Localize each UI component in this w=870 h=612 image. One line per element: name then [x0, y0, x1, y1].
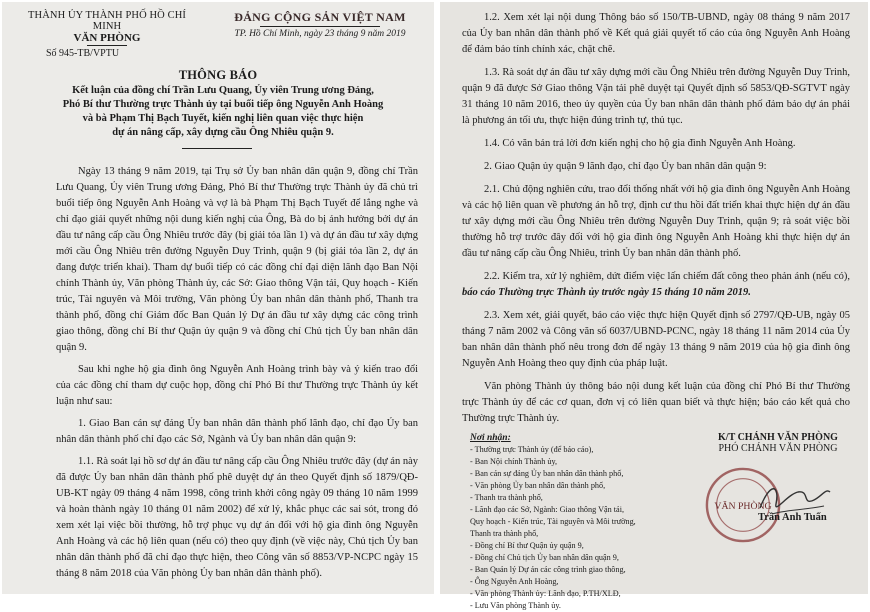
header-divider — [87, 45, 127, 46]
subtitle-line: Kết luận của đồng chí Trần Lưu Quang, Ủy viên Trung ương Đảng, — [72, 85, 374, 96]
recipients-heading: Nơi nhận: — [470, 433, 511, 443]
paragraph: Ngày 13 tháng 9 năm 2019, tại Trụ sở Ủy ban nhân dân quận 9, đồng chí Trần Lưu Quang, Ủy viên Trung ương Đảng, Phó Bí thư Thường trực Thành ủy đã chủ trì buổi tiếp ông Nguyễn Anh Hoàng và vợ là bà Phạm Thị Bạch Tuyết để lắng nghe và chỉ đạo giải quyết những nội dung kiến nghị của Ông, Bà do bị ảnh hưởng bởi dự án đầu tư nâng cấp cầu Ông Nhiêu trước đây (bị giải tỏa lần 1) và dự án đầu tư xây dựng mới cầu Ông Nhiêu trên đường Nguyễn Duy Trinh, quận 9 (bị giải tỏa lần 2, dự án đang được triển khai). Tham dự buổi tiếp có các đồng chí đại diện lãnh đạo Ban Nội chính Thành ủy, Văn phòng Thành ủy, các Sở: Giao thông Vận tải, Quy hoạch - Kiến trúc, Tài nguyên và Môi trường, Văn phòng Ủy ban nhân dân thành phố, Thanh tra thành phố, đồng chí Giám đốc Ban Quản lý Dự án đầu tư xây dựng các công trình giao thông, đồng chí Bí thư Quận ủy quận 9 và đồng chí Chủ tịch Ủy ban nhân dân quận 9. — [56, 166, 418, 353]
paragraph: 2. Giao Quận ủy quận 9 lãnh đạo, chỉ đạo Ủy ban nhân dân quận 9: — [484, 161, 767, 172]
issuer-org: THÀNH ỦY THÀNH PHỐ HỒ CHÍ MINH — [28, 10, 186, 32]
recipient-item: - Lãnh đạo các Sở, Ngành: Giao thông Vận tải, — [470, 505, 625, 514]
paragraph — [462, 269, 850, 301]
paragraph: 1.4. Có văn bản trả lời đơn kiến nghị cho hộ gia đình Nguyễn Anh Hoàng. — [484, 138, 796, 149]
recipient-item: - Đồng chí Bí thư Quận ủy quận 9, — [470, 541, 584, 550]
stamp-label: VĂN PHÒNG — [714, 500, 772, 512]
recipient-item: - Đồng chí Chủ tịch Ủy ban nhân dân quận 9, — [470, 553, 619, 562]
left-page — [2, 2, 434, 594]
paragraph: 1. Giao Ban cán sự đảng Ủy ban nhân dân thành phố lãnh đạo, chỉ đạo Ủy ban nhân dân thành phố chỉ đạo các Sở, Ngành và Ủy ban nhân dân quận 9: — [56, 418, 418, 445]
signature-block — [698, 432, 858, 523]
signer-name: Trần Anh Tuấn — [758, 512, 827, 523]
paragraph: 2.3. Xem xét, giải quyết, báo cáo việc thực hiện Quyết định số 2797/QĐ-UB, ngày 05 tháng 7 năm 2002 và Công văn số 6037/UBND-PCNC, ngày 18 tháng 11 năm 2014 của Ủy ban nhân dân thành phố nêu trong đơn để ngày 13 tháng 9 năm 2019 của hộ gia đình ông Nguyễn Anh Hoàng theo quy định của pháp luật. — [462, 310, 850, 369]
document-subtitle — [52, 84, 394, 140]
recipient-item: - Ban Quản lý Dự án các công trình giao thông, — [470, 565, 626, 574]
recipient-item: - Thường trực Thành ủy (để báo cáo), — [470, 445, 594, 454]
paragraph: Văn phòng Thành ủy thông báo nội dung kết luận của đồng chí Phó Bí thư Thường trực Thành ủy để các cơ quan, đơn vị có liên quan biết và thực hiện; báo cáo kết quả cho Thường trực Thành ủy. — [462, 381, 850, 424]
issuer-header — [22, 10, 192, 46]
subtitle-line: dự án nâng cấp, xây dựng cầu Ông Nhiêu quận 9. — [112, 127, 334, 138]
subtitle-line: và bà Phạm Thị Bạch Tuyết, kiến nghị liên quan việc thực hiện — [82, 113, 364, 124]
paragraph: 2.1. Chủ động nghiên cứu, trao đổi thống nhất với hộ gia đình ông Nguyễn Anh Hoàng và các hộ liên quan về phương án hỗ trợ, định cư thu hồi đất triển khai thực hiện dự án đầu tư xây dựng mới cầu Ông Nhiêu trên đường Nguyễn Duy Trinh, quận 9; rà soát việc bồi thường hỗ trợ trước đây đối với hộ gia đình ông Nguyễn Anh Hoàng khi thực hiện dự án đầu tư nâng cấp cầu Ông Nhiêu, trình Ủy ban nhân dân thành phố. — [462, 184, 850, 259]
recipient-item: - Ông Nguyễn Anh Hoàng, — [470, 577, 559, 586]
place-date: TP. Hồ Chí Minh, ngày 23 tháng 9 năm 2019 — [234, 29, 406, 39]
recipient-item: - Văn phòng Ủy ban nhân dân thành phố, — [470, 481, 606, 490]
recipient-item: Thanh tra thành phố, — [470, 529, 539, 538]
recipient-item: - Văn phòng Thành ủy: Lãnh đạo, P.TH/XLĐ, — [470, 589, 621, 598]
recipient-item: - Thanh tra thành phố, — [470, 493, 543, 502]
left-body — [56, 164, 418, 582]
recipient-item: - Ban Nội chính Thành ủy, — [470, 457, 558, 466]
recipient-item: Quy hoạch - Kiến trúc, Tài nguyên và Môi trường, — [470, 517, 636, 526]
paragraph: 1.3. Rà soát dự án đầu tư xây dựng mới cầu Ông Nhiêu trên đường Nguyễn Duy Trinh, quận 9 đã được Sở Giao thông Vận tải phê duyệt tại Quyết định số 5853/QĐ-SGTVT ngày 31 tháng 10 năm 2016, theo ủy quyền của Ủy ban nhân dân thành phố đảm bảo dự án phải là phương án tối ưu, thực hiện đúng trình tự, thủ tục. — [462, 67, 850, 126]
title-divider — [182, 148, 252, 149]
document-number: Số 945-TB/VPTU — [46, 48, 120, 59]
paragraph: 1.2. Xem xét lại nội dung Thông báo số 150/TB-UBND, ngày 08 tháng 9 năm 2017 của Ủy ban nhân dân thành phố về Kết quả giải quyết tố cáo của ông Nguyễn Anh Hoàng để đảm bảo tính chính xác, chặt chẽ. — [462, 12, 850, 55]
party-divider — [260, 26, 380, 27]
recipient-item: - Ban cán sự đảng Ủy ban nhân dân thành phố, — [470, 469, 624, 478]
recipients-list — [470, 432, 665, 612]
party-header — [220, 10, 420, 39]
party-name: ĐẢNG CỘNG SẢN VIỆT NAM — [234, 10, 406, 24]
paragraph-text: 2.2. Kiểm tra, xử lý nghiêm, dứt điểm việc lấn chiếm đất công theo phản ánh (nếu có), — [484, 271, 850, 282]
issuer-office: VĂN PHÒNG — [73, 32, 141, 44]
sign-subtitle: PHÓ CHÁNH VĂN PHÒNG — [718, 443, 838, 454]
right-body — [462, 10, 850, 427]
paragraph: 1.1. Rà soát lại hồ sơ dự án đầu tư nâng cấp cầu Ông Nhiêu trước đây (dự án này đã được Ủy ban nhân dân thành phố phê duyệt dự án theo Quyết định số 1879/QĐ-UB-KT ngày 09 tháng 4 năm 1998, công trình khởi công ngày 09 tháng 10 năm 1999 và hoàn thành ngày 10 tháng 01 năm 2002) để xử lý, khắc phục các sai sót, trong đó xem xét lại việc bồi thường, hỗ trợ phục vụ dự án đối với hộ gia đình ông Nguyễn Anh Hoàng và các hộ liên quan (nếu có) theo quy định (về việc này, Chủ tịch Ủy ban nhân dân thành phố đã chỉ đạo thực hiện, theo Công văn số 8853/VP-NCPC ngày 15 tháng 8 năm 2018 của Văn phòng Ủy ban nhân dân thành phố). — [56, 456, 418, 579]
recipient-item: - Lưu Văn phòng Thành ủy. — [470, 601, 561, 610]
emphasis-text: báo cáo Thường trực Thành ủy trước ngày 15 tháng 10 năm 2019. — [462, 287, 751, 298]
sign-title: K/T CHÁNH VĂN PHÒNG — [718, 432, 838, 443]
right-page — [440, 2, 868, 610]
paragraph: Sau khi nghe hộ gia đình ông Nguyễn Anh Hoàng trình bày và ý kiến trao đổi của các đồng chí tham dự cuộc họp, đồng chí Phó Bí thư Thường trực Thành ủy kết luận như sau: — [56, 364, 418, 407]
document-title: THÔNG BÁO — [178, 68, 258, 82]
subtitle-line: Phó Bí thư Thường trực Thành ủy tại buổi tiếp ông Nguyễn Anh Hoàng — [62, 99, 384, 110]
